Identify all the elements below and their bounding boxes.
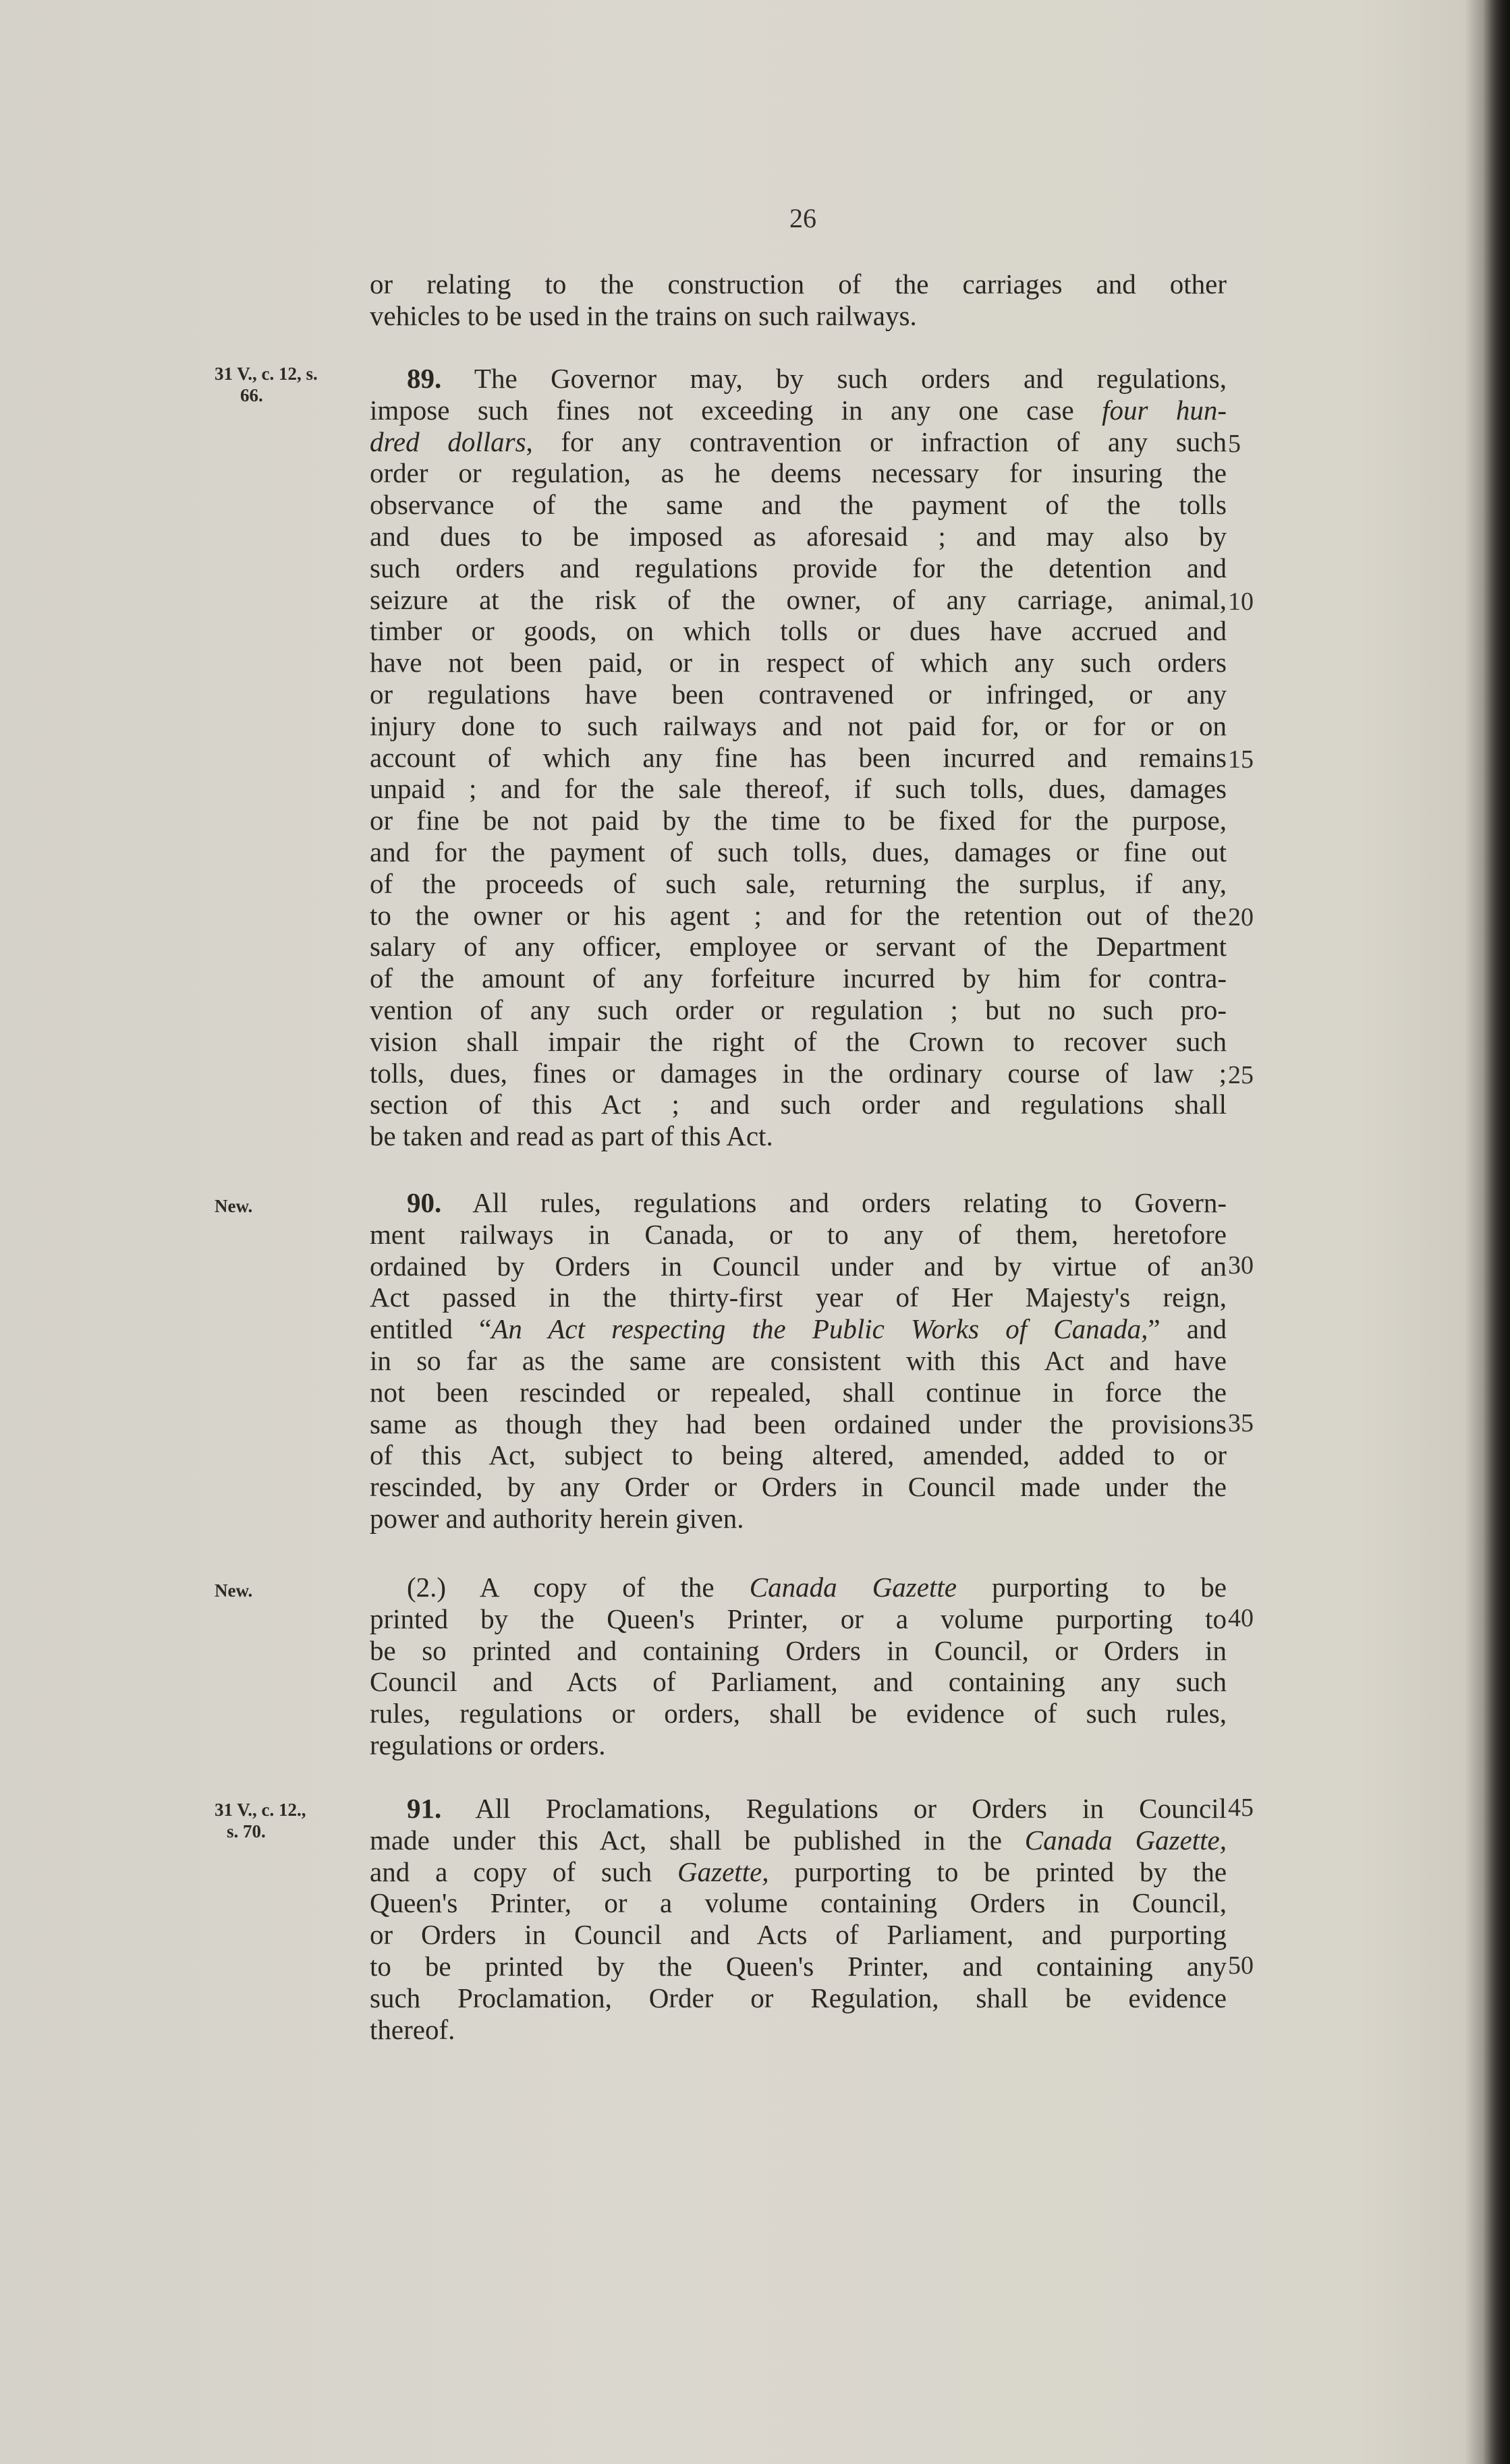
text-line: or relating to the construction of the carriages and other — [370, 268, 1227, 299]
text-line: order or regulation, as he deems necessary for insuring the — [370, 457, 1227, 489]
text-line: seizure at the risk of the owner, of any carriage, animal, — [370, 583, 1227, 615]
line-number: 10 — [1228, 588, 1254, 616]
section-90-paragraph — [370, 1187, 1227, 1535]
text-line: dred dollars, for any contravention or infraction of any such — [370, 426, 1227, 457]
text-line: injury done to such railways and not paid for, or for or on — [370, 710, 1227, 741]
text-line: impose such fines not exceeding in any one case four hun- — [370, 394, 1227, 426]
margin-citation: New. — [215, 1580, 253, 1601]
text-line: have not been paid, or in respect of which any such orders — [370, 647, 1227, 679]
text-line: vention of any such order or regulation ; but no such pro- — [370, 994, 1227, 1025]
text-line: such orders and regulations provide for the detention and — [370, 552, 1227, 583]
text-line: (2.) A copy of the Canada Gazette purporting to be — [407, 1572, 1227, 1603]
text-line: of this Act, subject to being altered, amended, added to or — [370, 1439, 1227, 1471]
text-line: account of which any fine has been incurred and remains — [370, 741, 1227, 773]
text-line: printed by the Queen's Printer, or a volume purporting to — [370, 1603, 1227, 1634]
section-90-2-paragraph — [370, 1572, 1227, 1761]
line-number: 25 — [1228, 1061, 1254, 1089]
text-line: vehicles to be used in the trains on such railways. — [370, 299, 917, 331]
text-line: tolls, dues, fines or damages in the ordinary course of law ; — [370, 1057, 1227, 1089]
text-line: be taken and read as part of this Act. — [370, 1120, 773, 1152]
text-line: and dues to be imposed as aforesaid ; and may also by — [370, 520, 1227, 552]
margin-citation: New. — [215, 1196, 253, 1216]
margin-note-section-90 — [215, 1195, 370, 1217]
margin-citation: 31 V., c. 12, s. — [215, 364, 318, 384]
text-line: and a copy of such Gazette, purporting to be printed by the — [370, 1856, 1227, 1887]
margin-note-section-89 — [215, 363, 370, 406]
page-number: 26 — [789, 203, 816, 233]
margin-note-section-91 — [215, 1799, 370, 1842]
line-number: 30 — [1228, 1251, 1254, 1280]
text-line: of the proceeds of such sale, returning the surplus, if any, — [370, 867, 1227, 899]
margin-citation: 66. — [240, 385, 263, 405]
text-line: 90. All rules, regulations and orders relating to Govern- — [407, 1187, 1227, 1218]
text-line: or Orders in Council and Acts of Parliament, and purporting — [370, 1919, 1227, 1951]
text-line: to the owner or his agent ; and for the retention out of the — [370, 899, 1227, 931]
text-line: thereof. — [370, 2013, 455, 2045]
line-number: 45 — [1228, 1794, 1254, 1822]
margin-citation: s. 70. — [227, 1821, 266, 1841]
text-line: rules, regulations or orders, shall be evidence of such rules, — [370, 1698, 1227, 1729]
text-line: Act passed in the thirty-first year of Her Majesty's reign, — [370, 1282, 1227, 1313]
text-line: observance of the same and the payment of the tolls — [370, 489, 1227, 521]
text-line: ment railways in Canada, or to any of them, heretofore — [370, 1218, 1227, 1250]
text-line: in so far as the same are consistent with this Act and have — [370, 1344, 1227, 1376]
text-line: power and authority herein given. — [370, 1502, 744, 1534]
book-binding-shadow — [1483, 0, 1510, 2464]
margin-note-section-90-2 — [215, 1580, 370, 1601]
text-line: or fine be not paid by the time to be fixed for the purpose, — [370, 805, 1227, 836]
text-line: rescinded, by any Order or Orders in Council made under the — [370, 1471, 1227, 1503]
text-line: not been rescinded or repealed, shall continue in force the — [370, 1376, 1227, 1408]
text-line: Council and Acts of Parliament, and containing any such — [370, 1666, 1227, 1698]
section-number: 91. — [407, 1793, 442, 1824]
text-line: of the amount of any forfeiture incurred by him for contra- — [370, 963, 1227, 994]
margin-citation: 31 V., c. 12., — [215, 1800, 306, 1820]
text-line: timber or goods, on which tolls or dues have accrued and — [370, 615, 1227, 647]
text-line: same as though they had been ordained under the provisions — [370, 1408, 1227, 1439]
text-line: entitled “An Act respecting the Public Works of Canada,” and — [370, 1313, 1227, 1345]
text-line: and for the payment of such tolls, dues, damages or fine out — [370, 836, 1227, 867]
text-line: unpaid ; and for the sale thereof, if such tolls, dues, damages — [370, 773, 1227, 805]
section-91-paragraph — [370, 1793, 1227, 2045]
line-number: 5 — [1228, 430, 1241, 458]
line-number: 40 — [1228, 1604, 1254, 1632]
section-89-paragraph — [370, 363, 1227, 1152]
text-line: made under this Act, shall be published in the Canada Gazette, — [370, 1824, 1227, 1856]
section-number: 89. — [407, 363, 442, 394]
text-line: 89. The Governor may, by such orders and regulations, — [407, 363, 1227, 394]
text-line: or regulations have been contravened or infringed, or any — [370, 678, 1227, 710]
text-line: vision shall impair the right of the Crown to recover such — [370, 1025, 1227, 1057]
line-number: 15 — [1228, 745, 1254, 774]
line-number: 20 — [1228, 903, 1254, 932]
text-line: salary of any officer, employee or servant of the Department — [370, 931, 1227, 963]
text-line: section of this Act ; and such order and regulations shall — [370, 1089, 1227, 1120]
line-number: 50 — [1228, 1951, 1254, 1980]
line-number: 35 — [1228, 1409, 1254, 1437]
text-line: ordained by Orders in Council under and by virtue of an — [370, 1250, 1227, 1282]
text-line: such Proclamation, Order or Regulation, shall be evidence — [370, 1982, 1227, 2013]
text-line: regulations or orders. — [370, 1729, 606, 1760]
section-number: 90. — [407, 1187, 442, 1218]
text-line: Queen's Printer, or a volume containing Orders in Council, — [370, 1887, 1227, 1919]
text-line: to be printed by the Queen's Printer, and containing any — [370, 1950, 1227, 1982]
text-line: 91. All Proclamations, Regulations or Orders in Council — [407, 1793, 1227, 1824]
text-line: be so printed and containing Orders in Council, or Orders in — [370, 1634, 1227, 1666]
continuation-paragraph — [370, 268, 1227, 332]
